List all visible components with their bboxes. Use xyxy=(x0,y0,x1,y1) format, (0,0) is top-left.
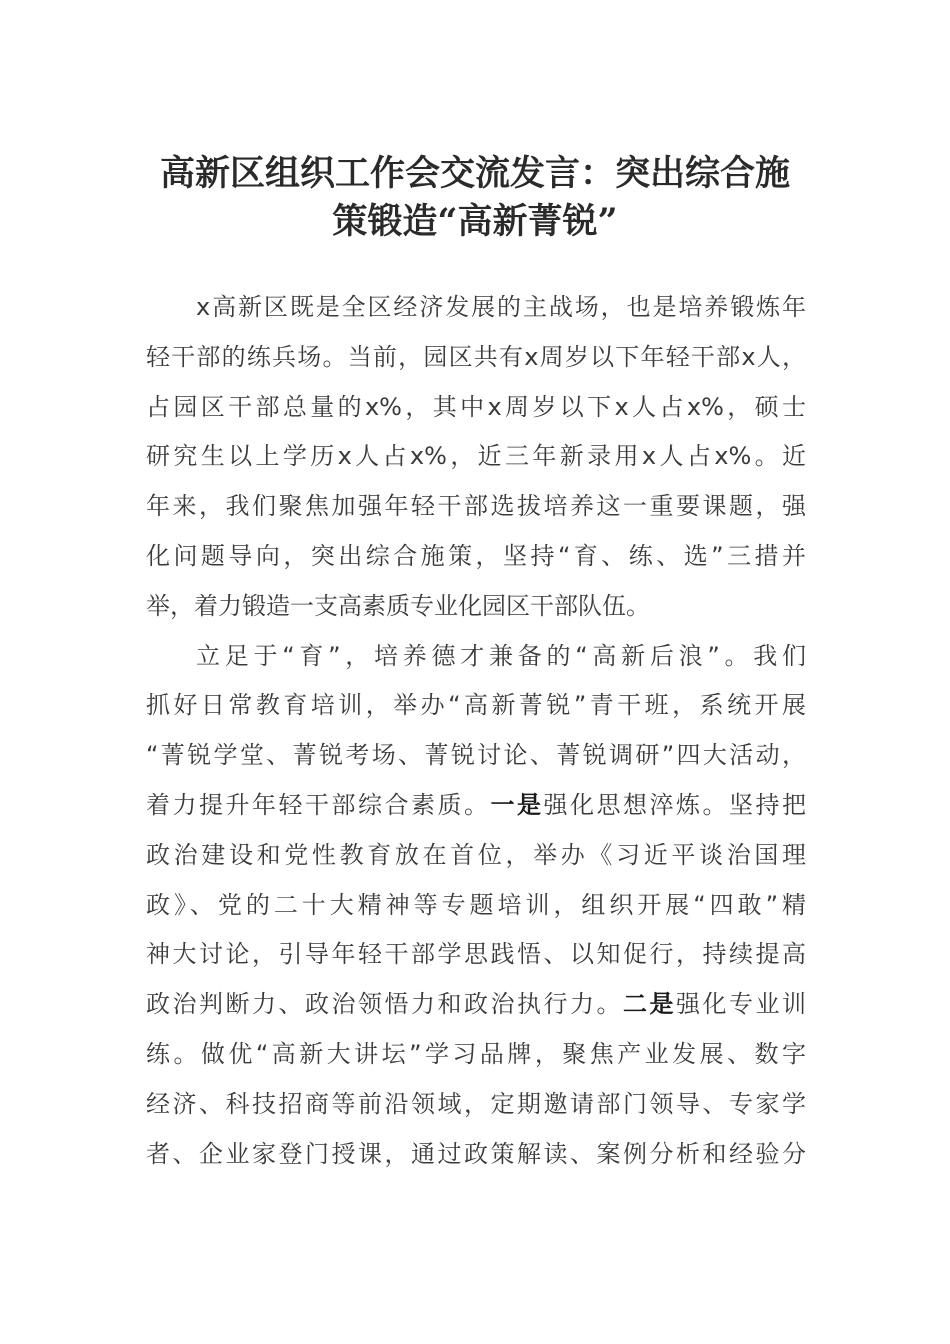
paragraph-text: 政治判断力、政治领悟力和政治执行力。 xyxy=(146,990,623,1019)
paragraph-line: “菁锐学堂、菁锐考场、菁锐讨论、菁锐调研”四大活动， xyxy=(146,741,806,770)
paragraph-line: 抓好日常教育培训，举办“高新菁锐”青干班，系统开展 xyxy=(146,691,806,720)
title-line-2: 策锻造“高新菁锐” xyxy=(332,201,618,242)
paragraph-line: 政》、党的二十大精神等专题培训，组织开展“四敢”精 xyxy=(146,890,806,919)
paragraph-line: 年来，我们聚焦加强年轻干部选拔培养这一重要课题，强 xyxy=(146,492,806,521)
paragraph-line: 研究生以上学历x人占x%，近三年新录用x人占x%。近 xyxy=(146,442,806,471)
emphasis-label-first: 一是 xyxy=(490,790,544,819)
paragraph-line: 立足于“育”，培养德才兼备的“高新后浪”。我们 xyxy=(196,641,806,670)
paragraph-text: 着力提升年轻干部综合素质。 xyxy=(146,790,491,819)
document-body xyxy=(146,283,806,1179)
paragraph-1 xyxy=(146,283,806,632)
paragraph-text: 强化思想淬炼。坚持把 xyxy=(543,790,806,819)
paragraph-line: 占园区干部总量的x%，其中x周岁以下x人占x%，硕士 xyxy=(146,392,806,421)
document-title xyxy=(130,150,820,246)
paragraph-line: 举，着力锻造一支高素质专业化园区干部队伍。 xyxy=(146,591,650,620)
emphasis-label-second: 二是 xyxy=(623,990,676,1019)
paragraph-text: 强化专业训 xyxy=(676,990,806,1019)
paragraph-line xyxy=(146,980,806,1030)
paragraph-line: 轻干部的练兵场。当前，园区共有x周岁以下年轻干部x人， xyxy=(146,342,806,371)
paragraph-line: 经济、科技招商等前沿领域，定期邀请部门领导、专家学 xyxy=(146,1089,806,1118)
paragraph-line xyxy=(146,781,806,831)
paragraph-line: 练。做优“高新大讲坛”学习品牌，聚焦产业发展、数字 xyxy=(146,1039,806,1068)
paragraph-line: 化问题导向，突出综合施策，坚持“育、练、选”三措并 xyxy=(146,541,806,570)
paragraph-line: x高新区既是全区经济发展的主战场，也是培养锻炼年 xyxy=(196,293,806,321)
paragraph-line: 者、企业家登门授课，通过政策解读、案例分析和经验分 xyxy=(146,1139,806,1168)
paragraph-line: 政治建设和党性教育放在首位，举办《习近平谈治国理 xyxy=(146,840,806,869)
paragraph-2 xyxy=(146,632,806,1180)
title-line-1: 高新区组织工作会交流发言：突出综合施 xyxy=(159,153,790,194)
paragraph-line: 神大讨论，引导年轻干部学思践悟、以知促行，持续提高 xyxy=(146,940,806,969)
